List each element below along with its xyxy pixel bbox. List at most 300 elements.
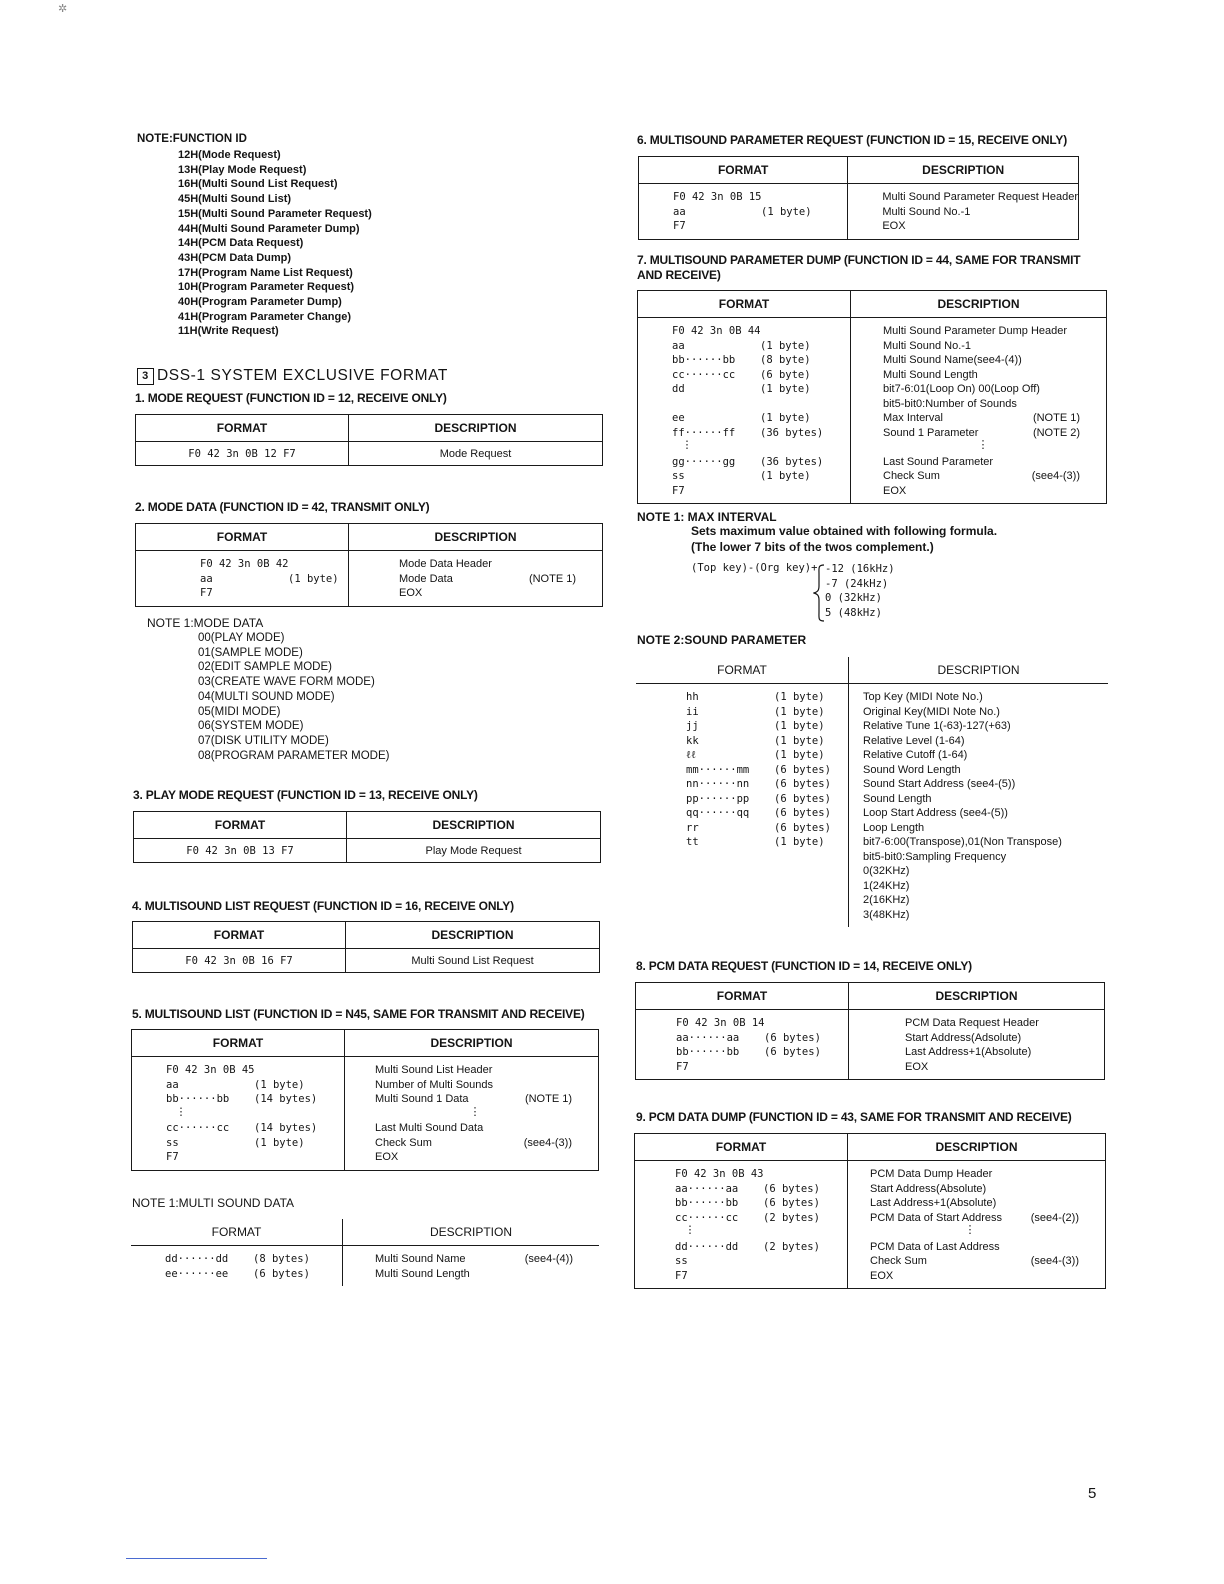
format-code: nn······nn (686, 778, 750, 790)
s5-format-col (132, 1057, 345, 1171)
description-row (870, 1225, 1105, 1240)
description-row (870, 1196, 1105, 1211)
description-text: Last Multi Sound Data (375, 1122, 484, 1134)
description-text: Start Address(Adsolute) (905, 1031, 1022, 1044)
description-row (870, 1211, 1105, 1226)
format-row (672, 484, 850, 499)
description-text: Relative Tune 1(-63)-127(+63) (863, 720, 1011, 732)
description-text: Last Address+1(Absolute) (905, 1046, 1032, 1058)
format-row (686, 690, 848, 705)
function-id-item: 12H(Mode Request) (178, 149, 281, 161)
format-code: kk (686, 734, 699, 747)
description-row (870, 1269, 1105, 1284)
s8-desc-col (849, 1010, 1105, 1080)
max-interval-formula: (Top key)-(Org key)+ (691, 562, 818, 574)
description-text: EOX (883, 484, 907, 497)
description-note: (NOTE 2) (1032, 426, 1080, 439)
function-id-item: 17H(Program Name List Request) (178, 266, 353, 279)
format-code: cc······cc (675, 1211, 739, 1224)
format-code: cc······cc (672, 368, 736, 381)
description-text: EOX (399, 587, 423, 599)
description-row (399, 572, 602, 587)
format-row (675, 1225, 847, 1240)
format-code: dd······dd (165, 1253, 229, 1265)
format-code: F7 (672, 484, 685, 497)
format-length: (1 byte) (774, 734, 825, 747)
format-length: (6 bytes) (764, 1031, 821, 1044)
description-row (883, 382, 1106, 397)
description-row (882, 205, 1078, 220)
format-code: hh (686, 691, 699, 703)
function-id-item: 16H(Multi Sound List Request) (178, 178, 338, 191)
format-row (200, 572, 348, 587)
ellipsis-mark: ⋮ (681, 439, 693, 451)
s5-heading: 5. MULTISOUND LIST (FUNCTION ID = N45, SAME FOR TRANSMIT AND RECEIVE) (132, 1007, 585, 1021)
format-code: qq······qq (686, 807, 750, 819)
format-code: rr (686, 821, 699, 834)
format-length: (6 bytes) (774, 763, 831, 776)
description-text: Multi Sound Parameter Request Header (882, 191, 1078, 203)
description-row (883, 440, 1106, 455)
format-code: aa······aa (676, 1031, 740, 1044)
format-length: (1 byte) (774, 836, 825, 848)
function-id-item: 10H(Program Parameter Request) (178, 281, 355, 294)
format-row (200, 586, 348, 601)
format-length: (1 byte) (760, 412, 811, 424)
description-row (870, 1240, 1105, 1255)
s1-format: F0 42 3n 0B 12 F7 (188, 448, 296, 460)
description-row (863, 908, 1108, 923)
sound-param-format-col (636, 684, 849, 928)
format-length: (1 byte) (760, 470, 811, 482)
s5-table (131, 1029, 599, 1171)
description-text: Top Key (MIDI Note No.) (863, 691, 983, 703)
description-row (375, 1267, 599, 1282)
description-text: Multi Sound Name (375, 1253, 466, 1265)
format-row (675, 1167, 847, 1182)
format-length: (6 bytes) (763, 1197, 820, 1209)
function-id-list (178, 148, 372, 339)
format-code: gg······gg (672, 455, 736, 468)
format-code: ee (672, 412, 685, 424)
format-code: ss (672, 470, 685, 482)
description-text: Multi Sound Name(see4-(4)) (883, 354, 1022, 366)
format-length: (2 bytes) (763, 1240, 820, 1253)
format-code: F0 42 3n 0B 44 (672, 325, 761, 337)
format-row (672, 426, 850, 441)
description-row (863, 719, 1108, 734)
format-header: FORMAT (639, 157, 848, 184)
format-length: (6 bytes) (764, 1046, 821, 1058)
format-row (166, 1150, 344, 1165)
description-row (883, 397, 1106, 412)
s4-format: F0 42 3n 0B 16 F7 (185, 955, 293, 967)
description-row (863, 748, 1108, 763)
s3-format: F0 42 3n 0B 13 F7 (186, 845, 294, 857)
format-row (676, 1060, 848, 1075)
s4-heading: 4. MULTISOUND LIST REQUEST (FUNCTION ID = 16, RECEIVE ONLY) (132, 899, 514, 913)
format-row (672, 397, 850, 412)
description-text: PCM Data of Start Address (870, 1211, 1003, 1224)
s3-table (133, 811, 601, 863)
format-row (686, 705, 848, 720)
description-row (863, 690, 1108, 705)
description-row (399, 586, 602, 601)
description-row (375, 1136, 598, 1151)
format-row (166, 1063, 344, 1078)
description-header: DESCRIPTION (848, 157, 1079, 184)
description-header: DESCRIPTION (849, 657, 1109, 684)
max-interval-options (825, 562, 895, 620)
format-row (675, 1254, 847, 1269)
format-length: (1 byte) (774, 749, 825, 761)
format-row (686, 792, 848, 807)
max-interval-option: 0 (32kHz) (825, 592, 882, 604)
section-heading (137, 367, 448, 385)
format-length: (36 bytes) (760, 426, 824, 439)
description-row (883, 324, 1106, 339)
mode-data-item: 05(MIDI MODE) (198, 705, 281, 718)
ellipsis-mark: ⋮ (175, 1105, 187, 1118)
s2-heading: 2. MODE DATA (FUNCTION ID = 42, TRANSMIT ONLY) (135, 500, 430, 514)
description-text: Multi Sound 1 Data (375, 1093, 469, 1105)
ellipsis-mark: ⋮ (469, 1105, 481, 1118)
description-row (375, 1063, 598, 1078)
description-header: DESCRIPTION (349, 524, 603, 551)
format-code: F0 42 3n 0B 14 (676, 1017, 765, 1029)
format-code: tt (686, 836, 699, 848)
s1-heading: 1. MODE REQUEST (FUNCTION ID = 12, RECEIVE ONLY) (135, 391, 447, 405)
brace-icon (813, 564, 825, 622)
description-header: DESCRIPTION (343, 1219, 600, 1246)
description-text: 1(24KHz) (863, 879, 910, 892)
description-row (375, 1252, 599, 1267)
format-header: FORMAT (133, 922, 346, 949)
function-id-item: 13H(Play Mode Request) (178, 163, 307, 176)
format-row (676, 1045, 848, 1060)
format-row (673, 219, 847, 234)
description-row (870, 1254, 1105, 1269)
description-text: Last Address+1(Absolute) (870, 1197, 997, 1209)
format-code: mm······mm (686, 763, 750, 776)
description-text: PCM Data of Last Address (870, 1240, 1000, 1253)
multi-note-desc-col (343, 1246, 600, 1287)
description-text: PCM Data Dump Header (870, 1168, 993, 1180)
format-row (673, 205, 847, 220)
description-text: Sound Start Address (see4-(5)) (863, 778, 1016, 790)
function-id-item: 14H(PCM Data Request) (178, 237, 304, 250)
description-row (375, 1121, 598, 1136)
description-text: bit5-bit0:Sampling Frequency (863, 850, 1007, 863)
format-row (675, 1196, 847, 1211)
function-id-item: 41H(Program Parameter Change) (178, 310, 352, 323)
description-header: DESCRIPTION (345, 1030, 599, 1057)
format-code: bb······bb (675, 1197, 739, 1209)
s8-format-col (636, 1010, 849, 1080)
format-length: (6 bytes) (774, 807, 831, 819)
description-row (863, 893, 1108, 908)
format-length: (36 bytes) (760, 455, 824, 468)
scan-mark: ✲ (58, 3, 68, 15)
max-interval-option: -7 (24kHz) (825, 577, 889, 590)
description-row (883, 368, 1106, 383)
mode-data-item: 08(PROGRAM PARAMETER MODE) (198, 749, 390, 762)
ellipsis-mark: ⋮ (684, 1224, 696, 1236)
description-row (882, 219, 1078, 234)
format-row (686, 748, 848, 763)
description-note: (see4-(4)) (524, 1253, 573, 1265)
description-text: PCM Data Request Header (905, 1017, 1039, 1029)
description-text: Multi Sound No.-1 (883, 339, 972, 352)
format-header: FORMAT (136, 415, 349, 442)
mode-data-item: 06(SYSTEM MODE) (198, 720, 304, 733)
format-row (686, 763, 848, 778)
description-header: DESCRIPTION (349, 415, 603, 442)
description-header: DESCRIPTION (346, 922, 600, 949)
s6-desc-col (848, 184, 1079, 240)
format-row (686, 835, 848, 850)
format-code: F7 (673, 220, 686, 232)
format-code: ee······ee (165, 1267, 229, 1280)
max-interval-line1: Sets maximum value obtained with following formula. (691, 524, 998, 538)
description-row (870, 1182, 1105, 1197)
format-row (166, 1107, 344, 1122)
format-length: (6 bytes) (774, 792, 831, 805)
sound-param-table (636, 657, 1108, 927)
format-row (686, 806, 848, 821)
function-id-item: 43H(PCM Data Dump) (178, 251, 292, 264)
description-row (863, 705, 1108, 720)
format-code: jj (686, 720, 699, 732)
function-id-item: 40H(Program Parameter Dump) (178, 296, 342, 309)
format-code: F0 42 3n 0B 42 (200, 558, 289, 570)
format-length: (14 bytes) (254, 1122, 318, 1134)
format-length: (1 byte) (254, 1078, 305, 1091)
description-row (375, 1078, 598, 1093)
format-length: (8 bytes) (253, 1253, 310, 1265)
s2-table (135, 523, 603, 607)
format-header: FORMAT (638, 291, 851, 318)
description-row (863, 879, 1108, 894)
s7-table (637, 290, 1107, 504)
section-number: 3 (137, 368, 154, 385)
multi-note-title: NOTE 1:MULTI SOUND DATA (132, 1196, 295, 1210)
description-text: Check Sum (375, 1136, 432, 1149)
description-note: (NOTE 1) (1032, 412, 1080, 424)
description-text: Check Sum (870, 1255, 927, 1267)
description-text: Original Key(MIDI Note No.) (863, 705, 1000, 718)
format-code: aa (166, 1078, 179, 1091)
s1-desc: Mode Request (349, 442, 603, 466)
format-code: bb······bb (676, 1046, 740, 1058)
format-row (165, 1267, 342, 1282)
ellipsis-mark: ⋮ (964, 1224, 976, 1236)
format-row (672, 368, 850, 383)
format-length: (6 bytes) (774, 778, 831, 790)
format-length: (1 byte) (774, 705, 825, 718)
description-row (863, 806, 1108, 821)
format-code: aa······aa (675, 1182, 739, 1195)
description-text: Mode Data Header (399, 558, 492, 570)
mode-note-title: NOTE 1:MODE DATA (147, 616, 264, 630)
format-code: ss (166, 1136, 179, 1149)
mode-data-item: 03(CREATE WAVE FORM MODE) (198, 676, 375, 689)
description-note: (see4-(3)) (1031, 470, 1080, 482)
format-header: FORMAT (131, 1219, 343, 1246)
description-text: Number of Multi Sounds (375, 1078, 493, 1091)
format-code: F0 42 3n 0B 45 (166, 1064, 255, 1076)
format-code: cc······cc (166, 1122, 230, 1134)
ellipsis-mark: ⋮ (977, 439, 989, 451)
format-code: bb······bb (672, 354, 736, 366)
description-text: bit7-6:01(Loop On) 00(Loop Off) (883, 383, 1040, 395)
s3-heading: 3. PLAY MODE REQUEST (FUNCTION ID = 13, RECEIVE ONLY) (133, 788, 478, 802)
format-header: FORMAT (132, 1030, 345, 1057)
description-row (905, 1016, 1104, 1031)
format-length: (1 byte) (761, 205, 812, 218)
format-code: ss (675, 1255, 688, 1267)
format-length: (6 bytes) (253, 1267, 310, 1280)
description-row (883, 455, 1106, 470)
sound-param-desc-col (849, 684, 1109, 928)
format-row (686, 879, 848, 894)
description-text: Multi Sound No.-1 (882, 205, 971, 218)
format-length: (1 byte) (774, 691, 825, 703)
description-row (883, 353, 1106, 368)
description-text: Multi Sound List Header (375, 1064, 493, 1076)
description-note: (see4-(3)) (1030, 1255, 1079, 1267)
s6-table (638, 156, 1079, 240)
description-row (905, 1045, 1104, 1060)
description-row (870, 1167, 1105, 1182)
s2-desc-col (349, 551, 603, 607)
description-row (883, 339, 1106, 354)
description-text: 3(48KHz) (863, 908, 910, 921)
description-text: Multi Sound Parameter Dump Header (883, 325, 1068, 337)
description-note: (NOTE 1) (524, 1093, 572, 1105)
description-row (883, 411, 1106, 426)
format-row (686, 893, 848, 908)
format-row (686, 908, 848, 923)
format-code: aa (672, 339, 685, 352)
format-row (166, 1078, 344, 1093)
description-row (905, 1060, 1104, 1075)
description-text: Max Interval (883, 412, 943, 424)
max-interval-line2: (The lower 7 bits of the twos complement.) (691, 540, 934, 554)
format-row (676, 1016, 848, 1031)
format-row (672, 339, 850, 354)
format-length: (6 byte) (760, 368, 811, 381)
format-row (686, 777, 848, 792)
description-row (863, 734, 1108, 749)
format-row (673, 190, 847, 205)
mode-data-item: 07(DISK UTILITY MODE) (198, 734, 329, 747)
description-text: bit7-6:00(Transpose),01(Non Transpose) (863, 836, 1062, 848)
description-text: 2(16KHz) (863, 894, 910, 906)
footer-link-line (126, 1558, 267, 1559)
description-note: (see4-(2)) (1030, 1211, 1079, 1224)
format-row (675, 1211, 847, 1226)
description-row (883, 426, 1106, 441)
s3-desc: Play Mode Request (347, 839, 601, 863)
description-row (863, 864, 1108, 879)
s4-table (132, 921, 600, 973)
description-text: Sound Word Length (863, 763, 961, 776)
format-row (672, 324, 850, 339)
function-id-note-title: NOTE:FUNCTION ID (137, 133, 247, 145)
format-row (675, 1269, 847, 1284)
description-text: Loop Length (863, 821, 925, 834)
format-row (672, 353, 850, 368)
function-id-item: 11H(Write Request) (178, 325, 279, 338)
mode-data-item: 02(EDIT SAMPLE MODE) (198, 661, 332, 674)
description-text: Loop Start Address (see4-(5)) (863, 807, 1008, 819)
format-header: FORMAT (636, 983, 849, 1010)
function-id-item: 45H(Multi Sound List) (178, 193, 292, 206)
s9-format-col (635, 1161, 848, 1289)
format-row (672, 411, 850, 426)
description-text: EOX (870, 1269, 894, 1282)
description-row (905, 1031, 1104, 1046)
description-text: Start Address(Absolute) (870, 1182, 987, 1195)
format-length: (6 bytes) (774, 821, 831, 834)
format-length: (1 byte) (760, 339, 811, 352)
function-id-item: 15H(Multi Sound Parameter Request) (178, 207, 372, 220)
format-row (165, 1252, 342, 1267)
s9-heading: 9. PCM DATA DUMP (FUNCTION ID = 43, SAME FOR TRANSMIT AND RECEIVE) (636, 1110, 1072, 1124)
description-text: EOX (905, 1060, 929, 1073)
description-row (863, 850, 1108, 865)
s5-desc-col (345, 1057, 599, 1171)
description-text: Multi Sound Length (375, 1267, 470, 1280)
format-row (675, 1182, 847, 1197)
mode-data-item: 01(SAMPLE MODE) (198, 646, 303, 659)
format-header: FORMAT (636, 657, 849, 684)
format-row (686, 850, 848, 865)
description-row (863, 821, 1108, 836)
format-row (166, 1092, 344, 1107)
description-text: Last Sound Parameter (883, 455, 994, 468)
mode-data-item: 00(PLAY MODE) (198, 632, 285, 644)
description-header: DESCRIPTION (849, 983, 1105, 1010)
format-row (166, 1121, 344, 1136)
format-code: ii (686, 705, 699, 718)
format-code: F7 (676, 1060, 689, 1073)
format-row (672, 469, 850, 484)
description-note: (NOTE 1) (528, 572, 576, 585)
description-row (863, 835, 1108, 850)
format-length: (8 byte) (760, 354, 811, 366)
description-text: Sound Length (863, 792, 932, 805)
page-number: 5 (1088, 1485, 1097, 1502)
format-code: F7 (675, 1269, 688, 1282)
format-header: FORMAT (134, 812, 347, 839)
description-row (375, 1092, 598, 1107)
description-text: EOX (882, 220, 906, 232)
format-code: F7 (166, 1151, 179, 1163)
s8-heading: 8. PCM DATA REQUEST (FUNCTION ID = 14, RECEIVE ONLY) (636, 959, 972, 973)
s1-table (135, 414, 603, 466)
max-interval-option: -12 (16kHz) (825, 563, 895, 575)
format-length: (1 byte) (254, 1136, 305, 1149)
format-code: F0 42 3n 0B 15 (673, 191, 762, 203)
format-code: ℓℓ (686, 749, 697, 761)
description-row (883, 469, 1106, 484)
description-row (882, 190, 1078, 205)
format-row (672, 455, 850, 470)
format-length: (1 byte) (774, 720, 825, 732)
s9-table (634, 1133, 1106, 1289)
